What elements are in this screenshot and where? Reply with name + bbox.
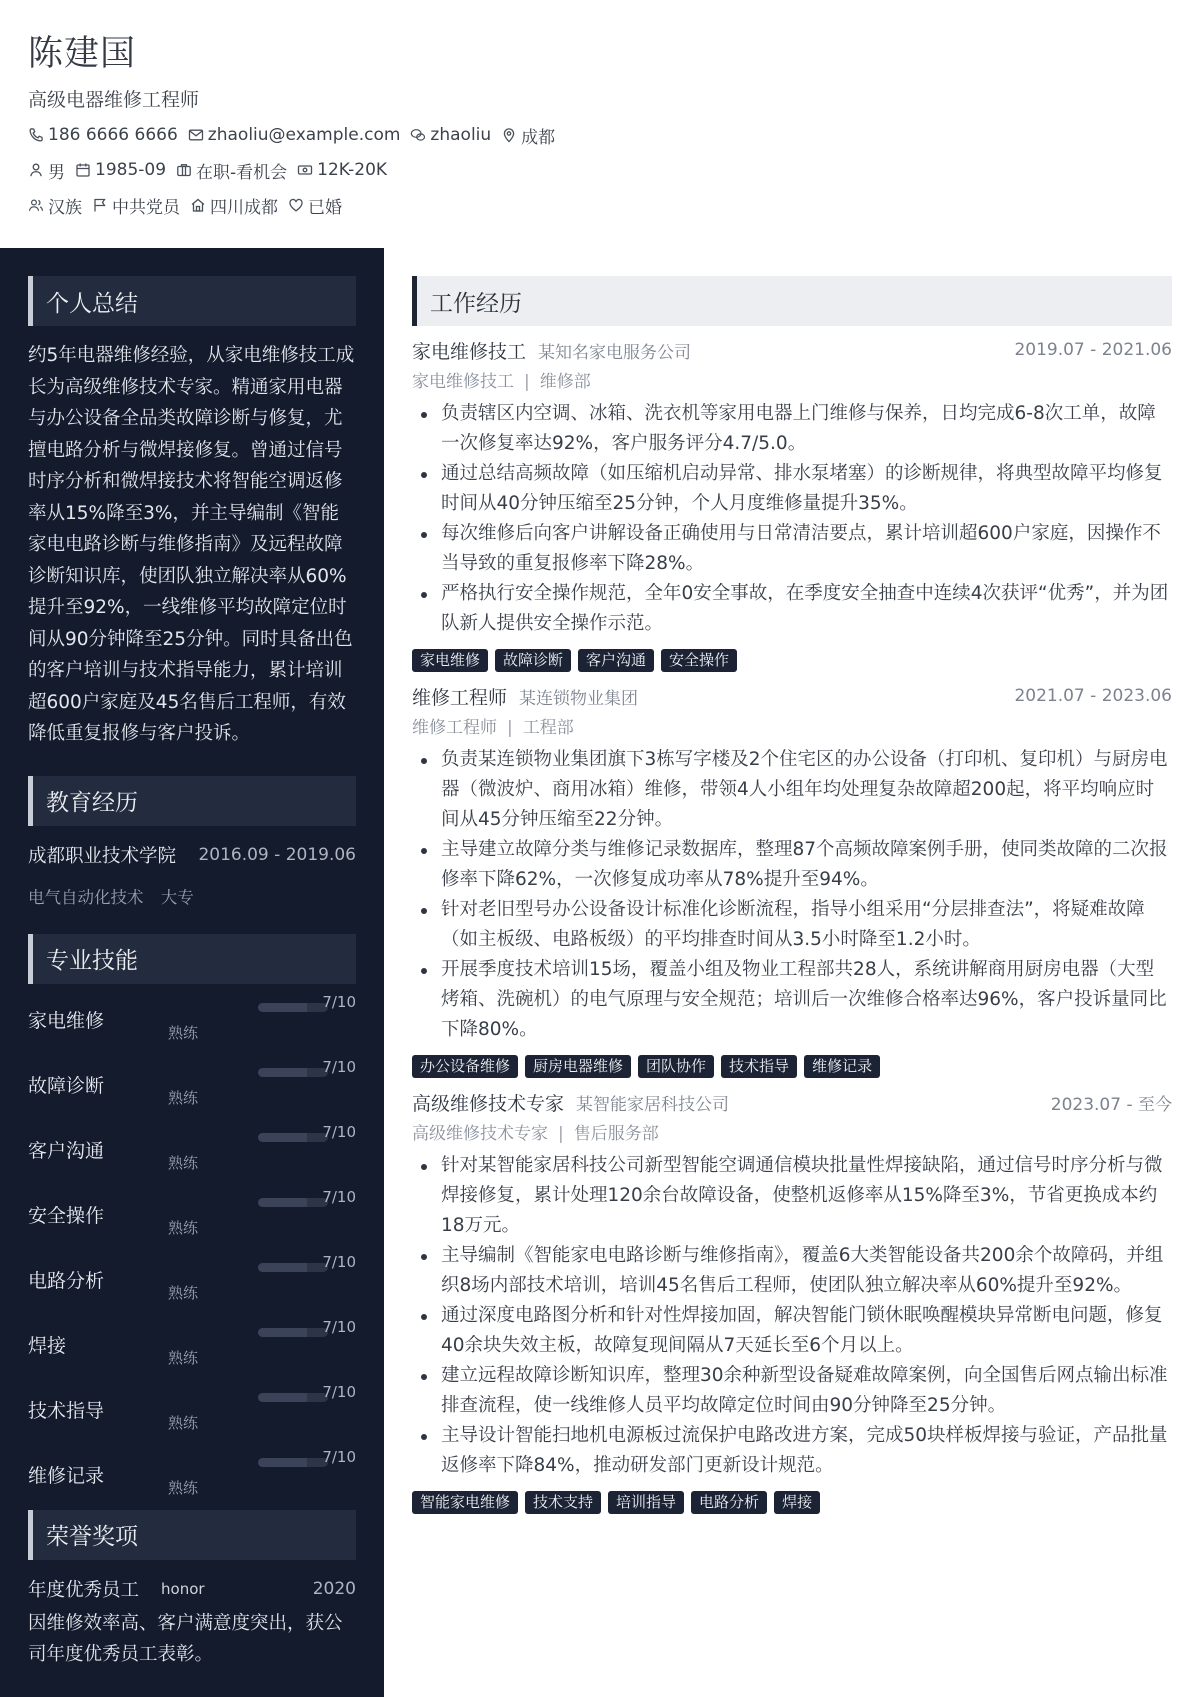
skill-bar-fill <box>258 1393 307 1402</box>
briefcase-icon <box>176 162 192 178</box>
skill-name: 电路分析 <box>28 1269 105 1292</box>
skill-bar-fill <box>258 1068 307 1077</box>
status-item <box>176 158 287 183</box>
summary-section-title: 个人总结 <box>28 276 356 326</box>
job-entry <box>412 336 1172 672</box>
job-bullet: 针对某智能家居科技公司新型智能空调通信模块批量性焊接缺陷，通过信号时序分析与微焊接修复，累计处理120余台故障设备，使整机返修率从15%降至3%，节省更换成本约18万元。 <box>412 1151 1172 1241</box>
flag-icon <box>92 197 108 213</box>
skill-item <box>28 1049 356 1114</box>
job-company: 某连锁物业集团 <box>519 688 639 709</box>
job-subtitle <box>412 1119 1172 1145</box>
skill-bar <box>258 1133 328 1142</box>
skill-item <box>28 1374 356 1439</box>
skill-score: 7/10 <box>322 992 356 1011</box>
heart-icon <box>288 197 304 213</box>
skill-tag: 客户沟通 <box>578 649 654 672</box>
skill-level: 熟练 <box>168 1478 199 1497</box>
award-entry <box>28 1574 356 1670</box>
skill-tag: 故障诊断 <box>495 649 571 672</box>
job-header <box>412 1088 1172 1116</box>
job-company: 某智能家居科技公司 <box>576 1094 730 1115</box>
skill-name: 故障诊断 <box>28 1074 105 1097</box>
email-text: zhaoliu@example.com <box>207 125 401 145</box>
edu-degree: 大专 <box>160 887 194 907</box>
sidebar-content <box>28 276 356 1670</box>
skill-item <box>28 1244 356 1309</box>
skill-name: 客户沟通 <box>28 1139 105 1162</box>
wechat-item[interactable] <box>410 125 491 145</box>
skill-score: 7/10 <box>322 1122 356 1141</box>
edu-date: 2016.09 - 2019.06 <box>198 844 356 865</box>
skill-tag: 维修记录 <box>804 1055 880 1078</box>
job-header <box>412 682 1172 710</box>
job-tags <box>412 649 1172 672</box>
phone-icon <box>28 127 44 143</box>
job-bullet: 通过深度电路图分析和针对性焊接加固，解决智能门锁休眠唤醒模块异常断电问题，修复40余块失效主板，故障复现间隔从7天延长至6个月以上。 <box>412 1301 1172 1361</box>
skill-tag: 安全操作 <box>661 649 737 672</box>
skill-score: 7/10 <box>322 1252 356 1271</box>
work-section-title: 工作经历 <box>412 276 1172 326</box>
award-name: 年度优秀员工 <box>28 1579 140 1601</box>
location-item <box>501 123 555 148</box>
award-type: honor <box>161 1579 205 1598</box>
marital-item <box>288 193 342 218</box>
extra-row <box>28 191 1178 219</box>
job-header <box>412 336 1172 364</box>
skill-score: 7/10 <box>322 1057 356 1076</box>
skill-tag: 团队协作 <box>638 1055 714 1078</box>
job-entry <box>412 682 1172 1078</box>
award-description: 因维修效率高、客户满意度突出，获公司年度优秀员工表彰。 <box>28 1612 343 1665</box>
person-icon <box>28 162 44 178</box>
home-icon <box>190 197 206 213</box>
wechat-icon <box>410 127 426 143</box>
skill-level: 熟练 <box>168 1153 199 1172</box>
skill-score: 7/10 <box>322 1447 356 1466</box>
skill-item <box>28 1114 356 1179</box>
phone-text: 186 6666 6666 <box>48 125 178 145</box>
sidebar <box>0 248 384 1697</box>
skill-tag: 技术支持 <box>525 1491 601 1514</box>
skill-bar-fill <box>258 1263 307 1272</box>
skill-bar <box>258 1458 328 1467</box>
personal-row <box>28 156 1178 184</box>
separator: | <box>558 1124 564 1144</box>
job-bullet: 开展季度技术培训15场，覆盖小组及物业工程部共28人，系统讲解商用厨房电器（大型烤箱、洗碗机）的电气原理与安全规范；培训后一次维修合格率达96%，客户投诉量同比下降80%。 <box>412 955 1172 1045</box>
job-bullets <box>412 399 1172 639</box>
skill-tag: 办公设备维修 <box>412 1055 518 1078</box>
skill-item <box>28 1179 356 1244</box>
edu-school: 成都职业技术学院 <box>28 845 177 867</box>
skill-bar <box>258 1068 328 1077</box>
skill-name: 维修记录 <box>28 1464 105 1487</box>
skill-bar-fill <box>258 1003 307 1012</box>
candidate-title: 高级电器维修工程师 <box>28 89 200 111</box>
skill-bar <box>258 1003 328 1012</box>
skill-name: 技术指导 <box>28 1399 105 1422</box>
hometown-item <box>190 193 278 218</box>
skill-score: 7/10 <box>322 1317 356 1336</box>
job-bullet: 主导编制《智能家电电路诊断与维修指南》，覆盖6大类智能设备共200余个故障码，并组织8场内部技术培训，培训45名售后工程师，使团队独立解决率从60%提升至92%。 <box>412 1241 1172 1301</box>
skill-bar-fill <box>258 1198 307 1207</box>
job-date: 2019.07 - 2021.06 <box>1014 340 1172 360</box>
skill-tag: 智能家电维修 <box>412 1491 518 1514</box>
skill-bar-fill <box>258 1133 307 1142</box>
skill-bar <box>258 1263 328 1272</box>
birth-item <box>75 160 166 180</box>
skill-score: 7/10 <box>322 1382 356 1401</box>
skill-score: 7/10 <box>322 1187 356 1206</box>
email-item[interactable] <box>188 125 401 145</box>
skill-tag: 家电维修 <box>412 649 488 672</box>
job-bullet: 负责辖区内空调、冰箱、洗衣机等家用电器上门维修与保养，日均完成6-8次工单，故障一次修复率达92%，客户服务评分4.7/5.0。 <box>412 399 1172 459</box>
skill-tag: 电路分析 <box>691 1491 767 1514</box>
summary-text: 约5年电器维修经验，从家电维修技工成长为高级维修技术专家。精通家用电器与办公设备全品类故障诊断与修复，尤擅电路分析与微焊接修复。曾通过信号时序分析和微焊接技术将智能空调返修率从15%降至3%，并主导编制《智能家电电路诊断与维修指南》及远程故障诊断知识库，使团队独立解决率从60%提升至92%，一线维修平均故障定位时间从90分钟降至25分钟。同时具备出色的客户培训与技术指导能力，累计培训超600户家庭及45名售后工程师，有效降低重复报修与客户投诉。 <box>28 345 355 744</box>
awards-section-title: 荣誉奖项 <box>28 1510 356 1560</box>
separator: | <box>507 718 513 738</box>
birth-text: 1985-09 <box>95 160 167 180</box>
skill-tag: 焊接 <box>774 1491 820 1514</box>
skill-bar <box>258 1393 328 1402</box>
job-department: 维修部 <box>539 372 591 392</box>
location-text: 成都 <box>521 127 556 148</box>
job-title: 维修工程师 <box>412 686 508 709</box>
skill-bar-fill <box>258 1458 307 1467</box>
status-text: 在职-看机会 <box>196 162 288 183</box>
location-pin-icon <box>501 127 517 143</box>
skill-level: 熟练 <box>168 1283 199 1302</box>
edu-major: 电气自动化技术 <box>28 887 144 907</box>
skill-name: 安全操作 <box>28 1204 105 1227</box>
job-bullet: 每次维修后向客户讲解设备正确使用与日常清洁要点，累计培训超600户家庭，因操作不当导致的重复报修率下降28%。 <box>412 519 1172 579</box>
skill-bar <box>258 1328 328 1337</box>
skill-name: 焊接 <box>28 1334 67 1357</box>
job-role: 高级维修技术专家 <box>412 1124 548 1144</box>
skills-list <box>28 984 356 1504</box>
skill-item <box>28 1439 356 1504</box>
jobs-list <box>412 336 1172 1514</box>
job-bullet: 主导设计智能扫地机电源板过流保护电路改进方案，完成50块样板焊接与验证，产品批量返修率下降84%，推动研发部门更新设计规范。 <box>412 1421 1172 1481</box>
politics-text: 中共党员 <box>112 197 180 218</box>
job-bullets <box>412 1151 1172 1481</box>
gender-item <box>28 158 65 183</box>
job-bullet: 通过总结高频故障（如压缩机启动异常、排水泵堵塞）的诊断规律，将典型故障平均修复时间从40分钟压缩至25分钟，个人月度维修量提升35%。 <box>412 459 1172 519</box>
job-subtitle <box>412 367 1172 393</box>
job-bullet: 主导建立故障分类与维修记录数据库，整理87个高频故障案例手册，使同类故障的二次报修率下降62%，一次修复成功率从78%提升至94%。 <box>412 835 1172 895</box>
ethnicity-item <box>28 193 82 218</box>
job-department: 工程部 <box>522 718 574 738</box>
skill-bar <box>258 1198 328 1207</box>
job-date: 2021.07 - 2023.06 <box>1014 686 1172 706</box>
job-bullets <box>412 745 1172 1045</box>
award-year: 2020 <box>312 1578 356 1599</box>
phone-item[interactable] <box>28 125 178 145</box>
skill-level: 熟练 <box>168 1413 199 1432</box>
job-subtitle <box>412 713 1172 739</box>
wechat-text: zhaoliu <box>430 125 492 145</box>
calendar-icon <box>75 162 91 178</box>
job-role: 家电维修技工 <box>412 372 514 392</box>
skill-item <box>28 1309 356 1374</box>
money-icon <box>297 162 313 178</box>
job-tags <box>412 1055 1172 1078</box>
skill-name: 家电维修 <box>28 1009 105 1032</box>
separator: | <box>524 372 530 392</box>
gender-text: 男 <box>48 162 65 183</box>
job-bullet: 负责某连锁物业集团旗下3栋写字楼及2个住宅区的办公设备（打印机、复印机）与厨房电器（微波炉、商用冰箱）维修，带领4人小组年均处理复杂故障超200起，将平均响应时间从45分钟压缩至22分钟。 <box>412 745 1172 835</box>
skill-level: 熟练 <box>168 1088 199 1107</box>
skill-level: 熟练 <box>168 1348 199 1367</box>
group-icon <box>28 197 44 213</box>
job-entry <box>412 1088 1172 1514</box>
mail-icon <box>188 127 204 143</box>
job-title: 高级维修技术专家 <box>412 1092 565 1115</box>
skill-tag: 技术指导 <box>721 1055 797 1078</box>
job-date: 2023.07 - 至今 <box>1050 1094 1172 1115</box>
skill-tag: 厨房电器维修 <box>525 1055 631 1078</box>
marital-text: 已婚 <box>308 197 342 218</box>
skill-level: 熟练 <box>168 1218 199 1237</box>
job-title: 家电维修技工 <box>412 340 527 363</box>
hometown-text: 四川成都 <box>210 197 278 218</box>
job-bullet: 建立远程故障诊断知识库，整理30余种新型设备疑难故障案例，向全国售后网点输出标准排查流程，使一线维修人员平均故障定位时间由90分钟降至25分钟。 <box>412 1361 1172 1421</box>
skills-section-title: 专业技能 <box>28 934 356 984</box>
resume-header <box>28 28 1178 219</box>
skill-level: 熟练 <box>168 1023 199 1042</box>
politics-item <box>92 193 180 218</box>
main-content <box>412 276 1172 1514</box>
contact-row <box>28 121 1178 149</box>
job-bullet: 严格执行安全操作规范，全年0安全事故，在季度安全抽查中连续4次获评“优秀”，并为团队新人提供安全操作示范。 <box>412 579 1172 639</box>
skill-bar-fill <box>258 1328 307 1337</box>
job-tags <box>412 1491 1172 1514</box>
salary-item <box>297 160 387 180</box>
skill-tag: 培训指导 <box>608 1491 684 1514</box>
skill-item <box>28 984 356 1049</box>
education-section-title: 教育经历 <box>28 776 356 826</box>
job-department: 售后服务部 <box>573 1124 659 1144</box>
job-company: 某知名家电服务公司 <box>538 342 692 363</box>
education-entry <box>28 840 356 908</box>
job-role: 维修工程师 <box>412 718 497 738</box>
candidate-name: 陈建国 <box>28 34 137 74</box>
salary-text: 12K-20K <box>317 160 388 180</box>
job-bullet: 针对老旧型号办公设备设计标准化诊断流程，指导小组采用“分层排查法”，将疑难故障（如主板级、电路板级）的平均排查时间从3.5小时降至1.2小时。 <box>412 895 1172 955</box>
ethnicity-text: 汉族 <box>48 197 82 218</box>
